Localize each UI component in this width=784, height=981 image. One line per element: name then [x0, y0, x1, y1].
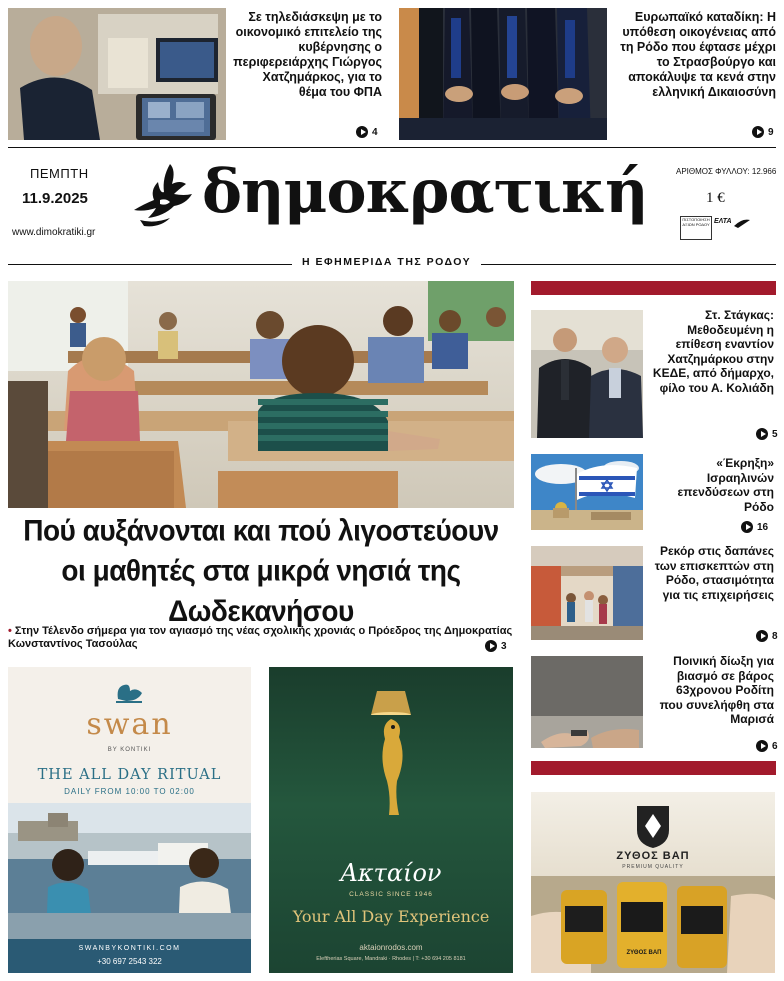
teaser-photo-videoconference[interactable] — [8, 8, 226, 140]
teaser-page-ref[interactable]: 4 — [356, 126, 378, 138]
masthead-price: 1 € — [706, 190, 725, 206]
main-story-headline[interactable]: Πού αυξάνονται και πού λιγοστεύουν οι μαθητές στα μικρά νησιά της Δωδεκανήσου — [23, 513, 499, 628]
side-photo-israel-flag[interactable] — [531, 454, 643, 530]
swan-photo-couple — [8, 803, 251, 939]
aktaion-since: CLASSIC SINCE 1946 — [349, 891, 433, 898]
side-photo-stagkas[interactable] — [531, 310, 643, 438]
elta-logo: ΕΛΤΑ — [714, 218, 744, 236]
side-photo-shopping-street[interactable] — [531, 546, 643, 640]
beer-brand: ΖΥΘΟΣ ΒΑΠ — [616, 850, 690, 862]
masthead-date: 11.9.2025 — [22, 190, 88, 207]
side-page-ref[interactable]: 16 — [741, 521, 768, 533]
swan-sub: BY KONTIKI — [107, 747, 152, 753]
side-headline-prosecution[interactable]: Ποινική δίωξη για βιασμό σε βάρος 63χρονου Ροδίτη που συνελήφθη στα Μαρισά — [659, 654, 774, 726]
side-red-bar-bottom — [531, 761, 776, 775]
aktaion-slogan: Your All Day Experience — [292, 907, 490, 926]
side-photo-hands[interactable] — [531, 656, 643, 748]
side-headline-stagkas[interactable]: Στ. Στάγκας: Μεθοδευμένη η επίθεση εναντίον Χατζημάρκου στην ΚΕΔΕ, από δήμαρχο, φίλο του Α. Κολιάδη — [652, 308, 774, 395]
arrow-icon — [485, 640, 497, 652]
swan-hours: DAILY FROM 10:00 TO 02:00 — [64, 787, 195, 796]
top-divider — [8, 147, 776, 148]
beer-can-label: ΖΥΘΟΣ ΒΑΠ — [626, 950, 662, 956]
ad-swan[interactable] — [8, 667, 251, 973]
dove-logo-icon — [130, 160, 196, 230]
side-red-bar-top — [531, 281, 776, 295]
side-headline-israel[interactable]: «Έκρηξη» Ισραηλινών επενδύσεων στη Ρόδο — [677, 456, 774, 514]
swan-brand: swan — [86, 707, 173, 742]
side-page-ref[interactable]: 6 — [756, 740, 778, 752]
certification-logo: ΠΙΣΤΟΠΟΙΗΣΗ ΑΞΙΩΝ ΡΟΔΟΥ — [680, 216, 712, 240]
swan-url[interactable]: SWANBYKONTIKI.COM — [78, 945, 181, 952]
bullet-icon: • — [8, 625, 15, 637]
masthead-issue: ΑΡΙΘΜΟΣ ΦΥΛΛΟΥ: 12.966 — [676, 167, 777, 176]
teaser-headline-vat[interactable]: Σε τηλεδιάσκεψη με το οικονομικό επιτελείο της κυβέρνησης ο περιφερειάρχης Γιώργος Χατζημάρκος, για το θέμα του ΦΠΑ — [233, 10, 382, 99]
beer-sub: PREMIUM QUALITY — [622, 864, 684, 870]
arrow-icon — [756, 428, 768, 440]
masthead-website[interactable]: www.dimokratiki.gr — [12, 227, 96, 238]
teaser-page-ref[interactable]: 9 — [752, 126, 774, 138]
beer-cans-photo — [531, 876, 775, 973]
teaser-photo-court[interactable] — [399, 8, 607, 140]
teaser-headline-strasbourg[interactable]: Ευρωπαϊκό καταδίκη: Η υπόθεση οικογένειας από τη Ρόδο που έφτασε μέχρι το Στρασβούργο και αποκάλυψε τα κενά στην ελληνική Δικαιοσύνη — [620, 10, 776, 99]
arrow-icon — [756, 630, 768, 642]
aktaion-brand: Ακταίον — [340, 859, 442, 887]
main-story-subline[interactable]: • Στην Τέλενδο σήμερα για τον αγιασμό της νέας σχολικής χρονιάς ο Πρόεδρος της Δημοκρατίας Κωνσταντίνος Τασούλας — [8, 625, 513, 650]
main-story-photo-classroom[interactable] — [8, 281, 514, 508]
masthead-day: ΠΕΜΠΤΗ — [30, 166, 89, 181]
side-page-ref[interactable]: 5 — [756, 428, 778, 440]
main-story-page-ref[interactable]: 3 — [485, 640, 507, 652]
swan-phone[interactable]: +30 697 2543 322 — [97, 957, 162, 966]
arrow-icon — [752, 126, 764, 138]
swan-logo-icon — [112, 677, 146, 705]
arrow-icon — [741, 521, 753, 533]
arrow-icon — [756, 740, 768, 752]
parrot-lamp-icon — [377, 717, 407, 817]
ad-beer[interactable] — [531, 792, 775, 973]
masthead-title: δημοκρατική — [202, 157, 648, 227]
beer-crest-icon — [633, 804, 673, 848]
aktaion-url[interactable]: aktaionrodos.com — [359, 943, 423, 952]
aktaion-address: Eleftherias Square, Mandraki · Rhodes | T: +30 694 205 8181 — [316, 956, 466, 962]
side-headline-visitors[interactable]: Ρεκόρ στις δαπάνες των επισκεπτών στη Ρόδο, στασιμότητα για τις επιχειρήσεις — [654, 544, 774, 602]
side-page-ref[interactable]: 8 — [756, 630, 778, 642]
masthead-tagline: Η ΕΦΗΜΕΡΙΔΑ ΤΗΣ ΡΟΔΟΥ — [292, 256, 481, 268]
ad-aktaion[interactable] — [269, 667, 513, 973]
arrow-icon — [356, 126, 368, 138]
lamp-shade-icon — [365, 689, 417, 715]
swan-tagline: THE ALL DAY RITUAL — [37, 767, 222, 783]
